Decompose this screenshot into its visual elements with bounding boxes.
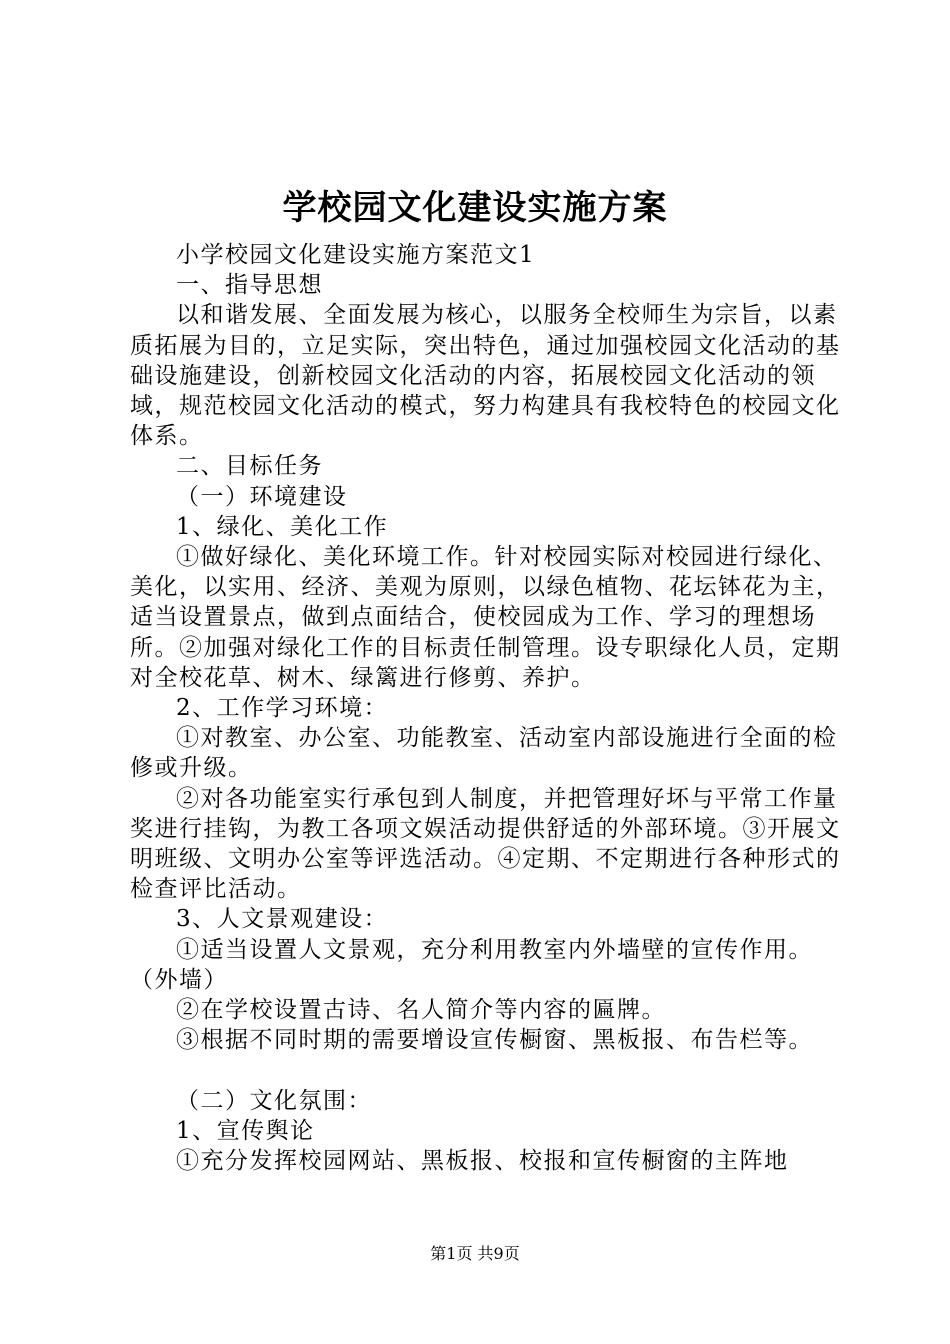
paragraph: （二）文化氛围： — [176, 1087, 372, 1114]
paragraph: ①充分发挥校园网站、黑板报、校报和宣传橱窗的主阵地 — [176, 1148, 789, 1175]
paragraph: 2、工作学习环境： — [176, 695, 389, 722]
paragraph: 1、宣传舆论 — [176, 1117, 315, 1144]
paragraph: ①适当设置人文景观，充分利用教室内外墙壁的宣传作用。（外墙） — [130, 936, 813, 993]
paragraph: 小学校园文化建设实施方案范文1 — [176, 242, 536, 268]
paragraph: ①做好绿化、美化环境工作。针对校园实际对校园进行绿化、美化，以实用、经济、美观为原则，以绿色植物、花坛钵花为主，适当设置景点，做到点面结合，使校园成为工作、学习的理想场所。②加强对绿化工作的目标责任制管理。设专职绿化人员，定期对全校花草、树木、绿篱进行修剪、养护。 — [130, 544, 841, 691]
paragraph: ③根据不同时期的需要增设宣传橱窗、黑板报、布告栏等。 — [176, 1027, 813, 1054]
document-body — [130, 240, 842, 1176]
paragraph: 3、人文景观建设： — [176, 906, 389, 933]
paragraph: ②对各功能室实行承包到人制度，并把管理好坏与平常工作量奖进行挂钩，为教工各项文娱活动提供舒适的外部环境。③开展文明班级、文明办公室等评选活动。④定期、不定期进行各种形式的检查评比活动。 — [130, 785, 841, 903]
paragraph: ②在学校设置古诗、名人简介等内容的匾牌。 — [176, 997, 666, 1024]
paragraph: （一）环境建设 — [176, 483, 348, 510]
paragraph: 1、绿化、美化工作 — [176, 513, 389, 540]
paragraph: ①对教室、办公室、功能教室、活动室内部设施进行全面的检修或升级。 — [130, 725, 838, 782]
paragraph: 以和谐发展、全面发展为核心，以服务全校师生为宗旨，以素质拓展为目的，立足实际，突出特色，通过加强校园文化活动的基础设施建设，创新校园文化活动的内容，拓展校园文化活动的领域，规范校园文化活动的模式，努力构建具有我校特色的校园文化体系。 — [130, 302, 841, 450]
paragraph: 一、指导思想 — [176, 272, 323, 299]
document-title: 学校园文化建设实施方案 — [282, 188, 668, 228]
page-footer: 第1页 共9页 — [430, 1244, 520, 1263]
blank-line — [130, 1055, 842, 1085]
paragraph: 二、目标任务 — [176, 453, 323, 480]
